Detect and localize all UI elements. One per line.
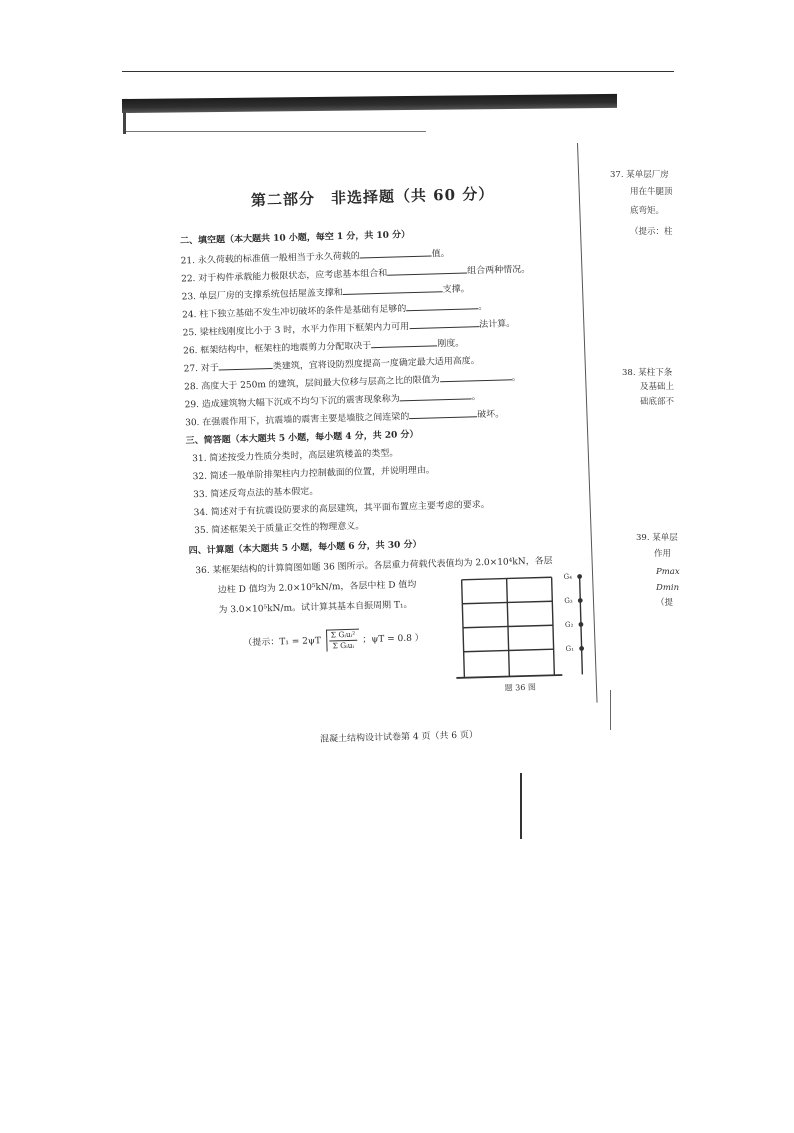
question-36-line-2: 边柱 D 值均为 2.0×10⁵kN/m，各层中柱 D 值均 [217, 580, 417, 596]
answer-blank [409, 317, 479, 329]
question-text: 21. 永久荷载的标准值一般相当于永久荷载的 [180, 251, 360, 267]
question-35: 35. 简述框架关于质量正交性的物理意义。 [194, 521, 365, 537]
q39-line-2: 作用 [654, 549, 672, 559]
q39-line-5: （提 [656, 598, 674, 608]
column-divider-lower [610, 690, 611, 730]
mass-point-g3 [578, 598, 583, 603]
question-34: 34. 简述对于有抗震设防要求的高层建筑，其平面布置应主要考虑的要求。 [193, 499, 490, 519]
question-33: 33. 简述反弯点法的基本假定。 [193, 486, 319, 501]
question-text: 23. 单层厂房的支撑系统包括屋盖支撑和 [181, 287, 343, 303]
question-36-line-1: 36. 某框架结构的计算简图如题 36 图所示。各层重力荷载代表值均为 2.0×10⁴kN，各层 [195, 556, 553, 577]
answer-blank [371, 336, 437, 348]
mass-label-g1: G₁ [565, 644, 575, 653]
q39-line-4: Dmin [656, 583, 680, 593]
page-footer: 混凝土结构设计试卷第 4 页（共 6 页） [319, 730, 479, 745]
q38-line-2: 及基础上 [640, 382, 675, 392]
frame-column [552, 577, 555, 675]
question-text: 刚度。 [437, 338, 465, 350]
sqrt-fraction [326, 629, 360, 652]
q39-line-3: Pmax [656, 567, 680, 577]
hint-prefix: （提示：T₁ = 2ψT [243, 636, 322, 649]
question-text: 。 [478, 301, 488, 313]
q37-line-3: 底弯矩。 [630, 206, 665, 216]
mass-point-g1 [579, 646, 584, 651]
hint-suffix: ；ψT = 0.8 ） [362, 633, 424, 646]
question-text: 25. 梁柱线刚度比小于 3 时，水平力作用下框架内力可用 [182, 322, 410, 339]
question-text: 组合两种情况。 [467, 264, 531, 277]
question-32: 32. 简述一般单阶排架柱内力控制截面的位置，并说明理由。 [192, 465, 435, 483]
answer-blank [343, 282, 443, 295]
q38-line-1: 38. 某柱下条 [622, 368, 673, 378]
formula-hint [243, 627, 424, 654]
frame-column [507, 579, 510, 677]
fill-blank-heading: 二、填空题（本大题共 10 小题，每空 1 分，共 10 分） [179, 230, 411, 247]
fraction-numerator: Σ Gᵢuᵢ² [329, 630, 358, 642]
question-36-line-3: 为 3.0×10⁵kN/m。试计算其基本自振周期 T₁。 [218, 600, 413, 616]
mass-label-g3: G₃ [564, 596, 573, 605]
vertical-mark [520, 773, 522, 839]
question-text: 类建筑，宜将设防烈度提高一度确定最大适用高度。 [272, 356, 480, 372]
question-text: 26. 框架结构中，框架柱的地震剪力分配取决于 [183, 341, 372, 357]
question-text: 30. 在强震作用下，抗震墙的震害主要是墙肢之间连梁的 [185, 412, 410, 429]
mass-point-g4 [577, 574, 582, 579]
question-text: 破坏。 [477, 409, 505, 421]
question-text: 。 [511, 373, 521, 384]
frame-column [462, 580, 465, 678]
short-answer-heading: 三、简答题（本大题共 5 小题，每小题 4 分，共 20 分） [185, 429, 419, 447]
mass-label-g2: G₂ [564, 620, 574, 629]
question-text: 法计算。 [479, 319, 516, 331]
question-text: 22. 对于构件承载能力极限状态，应考虑基本组合和 [181, 268, 388, 285]
answer-blank [219, 359, 273, 371]
mass-point-g2 [578, 622, 583, 627]
question-text: 。 [471, 392, 481, 403]
section-title: 第二部分 非选择题（共 60 分） [250, 184, 495, 210]
question-31: 31. 简述按受力性质分类时，高层建筑楼盖的类型。 [192, 448, 399, 465]
question-text: 支撑。 [442, 284, 470, 296]
q39-line-1: 39. 某单层 [636, 533, 678, 543]
q38-line-3: 础底部不 [640, 397, 675, 407]
figure-caption: 题 36 图 [504, 682, 537, 693]
frame-diagram [451, 564, 595, 696]
question-text: 值。 [431, 248, 450, 260]
q37-line-4: （提示：柱 [630, 227, 673, 237]
question-text: 28. 高度大于 250m 的建筑，层间最大位移与层高之比的限值为 [184, 375, 440, 393]
mass-label-g4: G₄ [563, 572, 573, 581]
answer-blank [360, 246, 432, 258]
answer-blank [409, 407, 477, 419]
answer-blank [387, 263, 467, 275]
answer-blank [400, 389, 472, 401]
question-text: 27. 对于 [183, 363, 219, 375]
answer-blank [439, 370, 511, 382]
answer-blank [406, 299, 478, 311]
question-text: 24. 柱下独立基础不发生冲切破坏的条件是基础有足够的 [182, 304, 407, 321]
calculation-heading: 四、计算题（本大题共 5 小题，每小题 6 分，共 30 分） [188, 539, 422, 557]
q37-line-2: 用在牛腿顶 [630, 187, 673, 197]
q37-line-1: 37. 某单层厂房 [610, 170, 669, 180]
fraction-denominator: Σ Gᵢuᵢ [332, 640, 355, 651]
question-text: 29. 造成建筑物大幅下沉或不均匀下沉的震害现象称为 [184, 394, 400, 411]
